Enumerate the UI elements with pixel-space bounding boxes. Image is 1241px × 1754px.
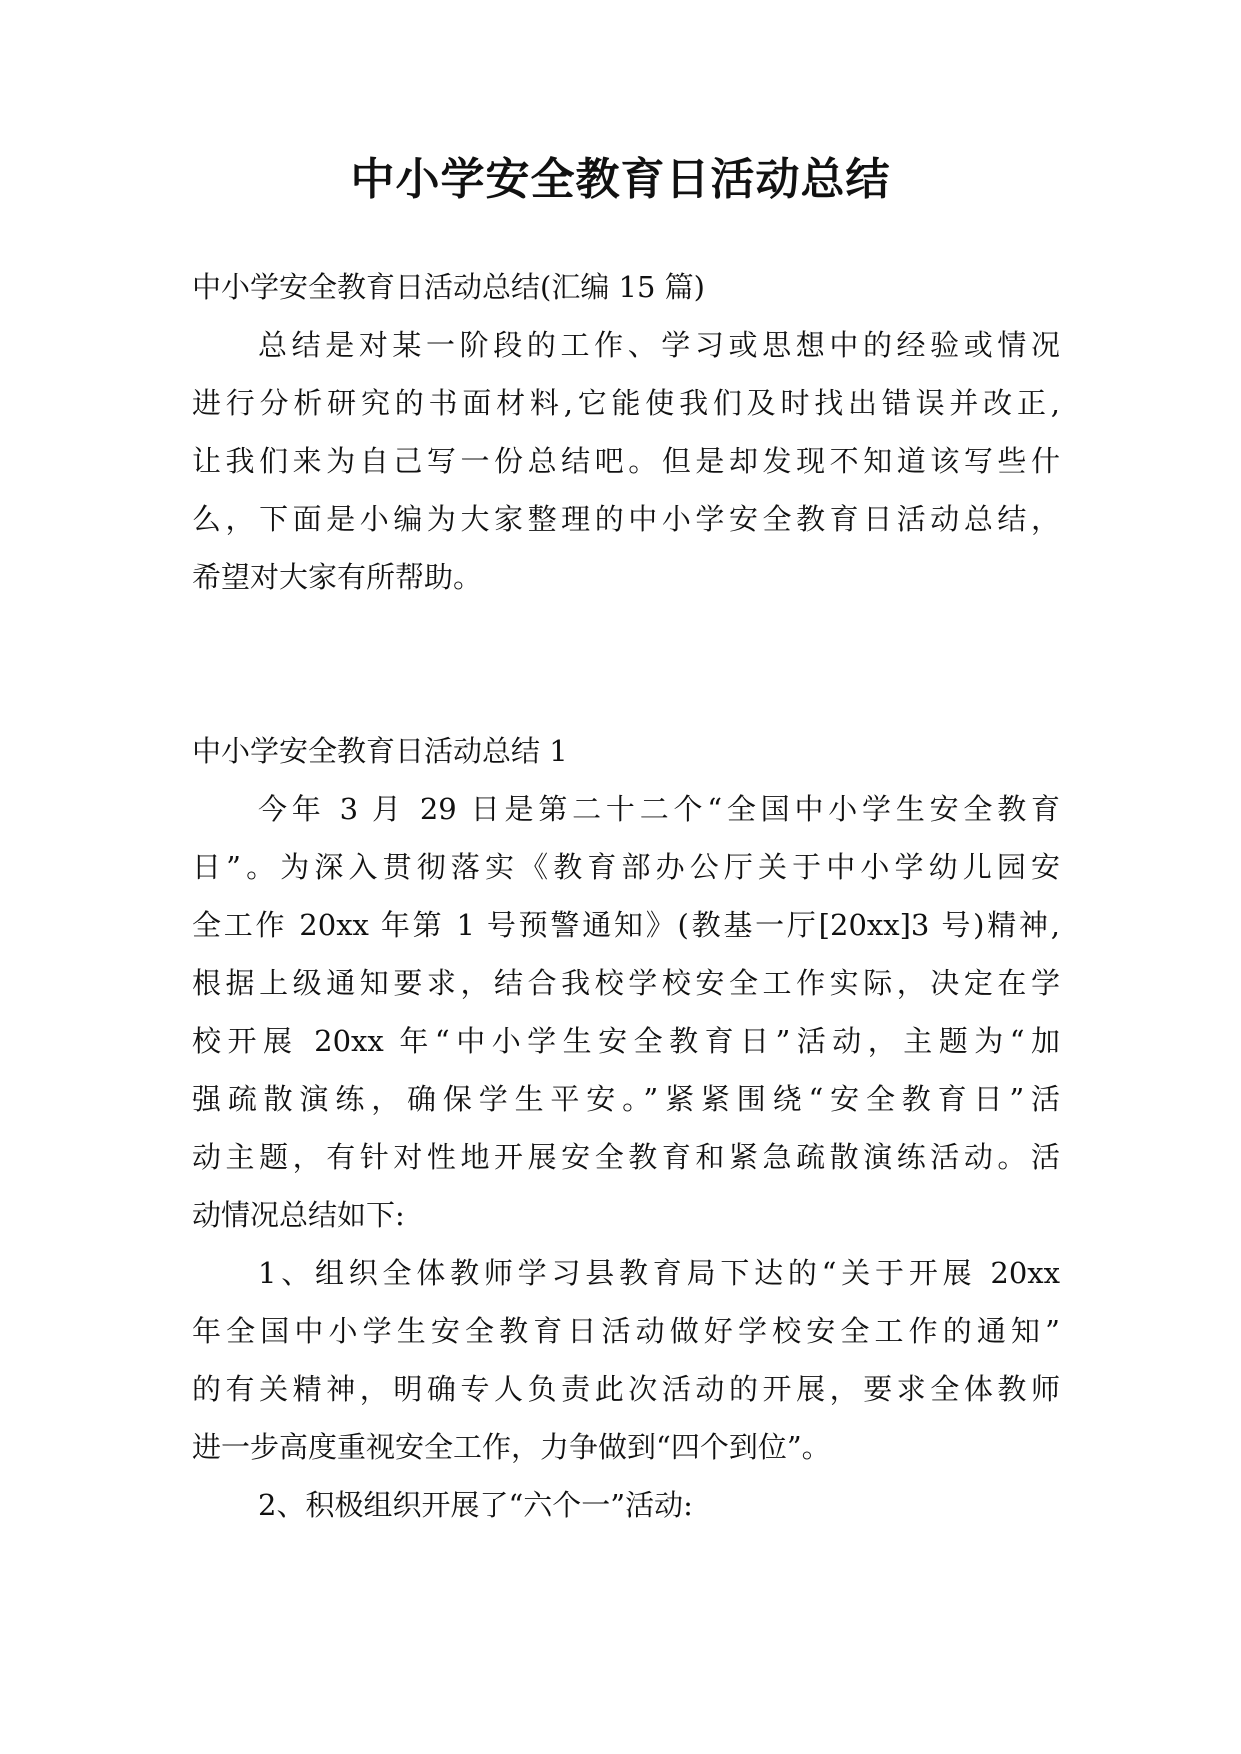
intro-line: 进行分析研究的书面材料,它能使我们及时找出错误并改正, xyxy=(192,386,1060,420)
paragraph-line: 强疏散演练，确保学生平安。”紧紧围绕“安全教育日”活 xyxy=(192,1082,1060,1116)
paragraph-line: 动情况总结如下: xyxy=(192,1198,405,1232)
paragraph-line: 全工作 20xx 年第 1 号预警通知》(教基一厅[20xx]3 号)精神, xyxy=(192,908,1060,942)
paragraph-line: 动主题，有针对性地开展安全教育和紧急疏散演练活动。活 xyxy=(192,1140,1060,1174)
paragraph-line: 日”。为深入贯彻落实《教育部办公厅关于中小学幼儿园安 xyxy=(192,850,1060,884)
intro-paragraph xyxy=(192,316,1060,606)
section1-paragraph-2 xyxy=(192,1244,1060,1476)
section-heading: 中小学安全教育日活动总结 1 xyxy=(192,734,568,768)
section1-paragraph-3 xyxy=(192,1476,1060,1534)
paragraph-line: 年全国中小学生安全教育日活动做好学校安全工作的通知” xyxy=(192,1314,1060,1348)
paragraph-line: 2、积极组织开展了“六个一”活动: xyxy=(258,1488,693,1522)
document-title: 中小学安全教育日活动总结 xyxy=(350,154,891,205)
paragraph-line: 根据上级通知要求，结合我校学校安全工作实际，决定在学 xyxy=(192,966,1060,1000)
paragraph-line: 进一步高度重视安全工作，力争做到“四个到位”。 xyxy=(192,1430,831,1464)
document-subtitle: 中小学安全教育日活动总结(汇编 15 篇) xyxy=(192,270,705,304)
intro-line: 总结是对某一阶段的工作、学习或思想中的经验或情况 xyxy=(258,328,1060,362)
paragraph-line: 今年 3 月 29 日是第二十二个“全国中小学生安全教育 xyxy=(258,792,1060,826)
paragraph-line: 的有关精神，明确专人负责此次活动的开展，要求全体教师 xyxy=(192,1372,1060,1406)
paragraph-line: 1、组织全体教师学习县教育局下达的“关于开展 20xx xyxy=(258,1256,1060,1290)
paragraph-line: 校开展 20xx 年“中小学生安全教育日”活动，主题为“加 xyxy=(192,1024,1060,1058)
intro-line: 让我们来为自己写一份总结吧。但是却发现不知道该写些什 xyxy=(192,444,1060,478)
section1-paragraph-1 xyxy=(192,780,1060,1244)
intro-line: 希望对大家有所帮助。 xyxy=(192,560,483,594)
intro-line: 么，下面是小编为大家整理的中小学安全教育日活动总结， xyxy=(192,502,1060,536)
document-body xyxy=(192,258,1060,1534)
section-spacer xyxy=(192,606,1060,722)
